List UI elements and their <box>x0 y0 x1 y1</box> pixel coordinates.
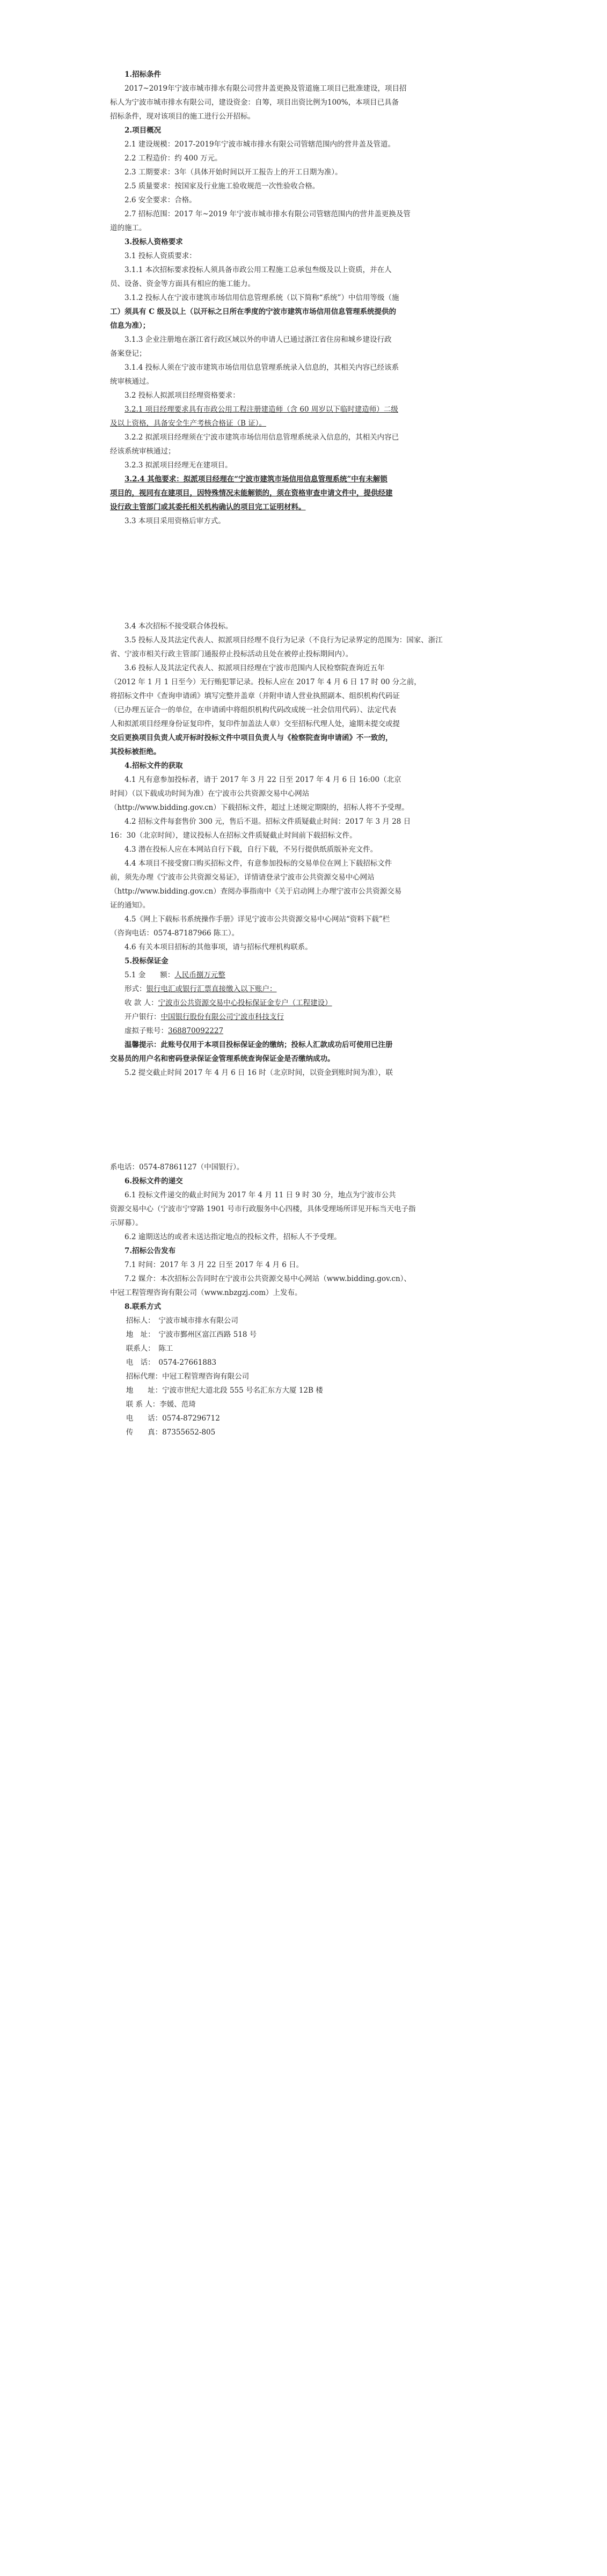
deposit-account-value: 368870092227 <box>168 1027 224 1035</box>
deposit-form-label: 形式： <box>125 985 147 993</box>
item-4-1-cont: （http://www.bidding.gov.cn）下载招标文件，超过上述规定期限的，招标人将不予受理。 <box>110 803 409 812</box>
deposit-notice-cont: 交易员的用户名和密码登录保证金管理系统查询保证金是否缴纳成功。 <box>110 1055 335 1063</box>
item-3-2-3: 3.2.3 拟派项目经理无在建项目。 <box>125 461 232 470</box>
item-4-1: 4.1 凡有意参加投标者，请于 2017 年 3 月 22 日至 2017 年 4 月 6 日 16:00（北京 <box>125 775 401 784</box>
item-7-2-cont: 中冠工程管理咨询有限公司（www.nbzgzj.com）上发布。 <box>110 1289 302 1297</box>
item-3-1-2-cont: 信息为准）； <box>110 321 150 330</box>
deposit-bank-label: 开户银行： <box>125 1013 161 1021</box>
item-3-2-4-cont: 设行政主管部门或其委托相关机构确认的项目完工证明材料。 <box>110 503 306 511</box>
deposit-account <box>110 1024 496 1038</box>
item-3-1-2-cont: 工）须具有 C 级及以上（以开标之日所在季度的宁波市建筑市场信用信息管理系统提供的 <box>110 308 397 316</box>
item-3-6-cont: 交后更换项目负责人或开标时投标文件中项目负责人与《检察院查询申请函》不一致的， <box>110 734 393 742</box>
item-3-1-4-cont: 统审核通过。 <box>110 377 153 386</box>
agent-address: 地 址：宁波市世纪大道北段 555 号名汇东方大厦 12B 楼 <box>126 1386 323 1395</box>
section-1-line: 标人为宁波市城市排水有限公司，建设资金：自筹，项目出资比例为100%，本项目已具备 <box>110 98 399 107</box>
item-4-4-cont: 前，须先办理《宁波市公共资源交易证》，详情请登录宁波市公共资源交易中心网站 <box>110 873 375 882</box>
item-4-6: 4.6 有关本项目招标的其他事项，请与招标代理机构联系。 <box>125 943 312 952</box>
item-3-2-2-cont: 经该系统审核通过； <box>110 447 175 456</box>
deposit-form <box>110 982 496 996</box>
item-2-2: 2.2 工程造价：约 400 万元。 <box>125 154 222 163</box>
item-2-6: 2.6 安全要求：合格。 <box>125 196 196 204</box>
deposit-payee <box>110 996 496 1010</box>
section-7-title: 7.招标公告发布 <box>125 1247 176 1255</box>
deposit-bank <box>110 1010 496 1024</box>
item-3-1-3-cont: 备案登记； <box>110 349 147 358</box>
deposit-account-label: 虚拟子账号： <box>125 1027 168 1035</box>
tenderer-address: 地 址： 宁波市鄞州区富江西路 518 号 <box>126 1330 257 1339</box>
section-1-line: 招标条件，现对该项目的施工进行公开招标。 <box>110 112 255 121</box>
item-3-1-1-cont: 员、设备、资金等方面具有相应的施工能力。 <box>110 280 255 288</box>
item-7-2: 7.2 媒介：本次招标公告同时在宁波市公共资源交易中心网站（www.bidding.gov.cn）、 <box>125 1275 411 1283</box>
section-5-title: 5.投标保证金 <box>125 957 169 965</box>
agent-contact: 联 系 人：李媛、范琦 <box>126 1400 196 1409</box>
item-3-2-1-cont: 及以上资格，具备安全生产考核合格证（B 证）。 <box>110 419 266 428</box>
tenderer-contact: 联系人： 陈工 <box>126 1344 173 1353</box>
item-3-6: 3.6 投标人及其法定代表人、拟派项目经理在宁波市范围内人民检察院查询近五年 <box>125 664 385 672</box>
blank-area <box>110 1080 496 1160</box>
section-8-title: 8.联系方式 <box>125 1302 162 1311</box>
item-2-7-cont: 道的施工。 <box>110 224 147 232</box>
item-4-4-cont: 证的通知》。 <box>110 901 150 910</box>
item-2-3: 2.3 工期要求：3年（具体开始时间以开工报告上的开工日期为准）。 <box>125 168 342 177</box>
item-4-1-cont: 时间）（以下载成功时间为准）在宁波市公共资源交易中心网站 <box>110 789 310 798</box>
item-3-6-cont: （已办理五证合一的单位，在申请函中将组织机构代码改成统一社会信用代码）、法定代表 <box>110 706 397 714</box>
item-4-4: 4.4 本项目不接受窗口购买招标文件，有意参加投标的交易单位在网上下载招标文件 <box>125 859 392 868</box>
item-6-1: 6.1 投标文件递交的截止时间为 2017 年 4 月 11 日 9 时 30 分，地点为宁波市公共 <box>125 1191 396 1199</box>
item-3-6-cont: 其投标被拒绝。 <box>110 748 161 756</box>
blank-area <box>110 528 496 619</box>
item-3-1-1: 3.1.1 本次招标要求投标人须具备市政公用工程施工总承包叁级及以上资质，并在人 <box>125 266 392 274</box>
section-1-line: 2017~2019年宁波市城市排水有限公司营井盖更换及管道施工项目已批准建设，项目招 <box>125 84 407 93</box>
item-3-6-cont: 人和拟派项目经理身份证复印件，复印件加盖法人章）交至招标代理人处，逾期未提交或提 <box>110 720 400 728</box>
item-4-2: 4.2 招标文件每套售价 300 元，售后不退。招标文件质疑截止时间：2017 年 3 月 28 日 <box>125 817 411 826</box>
item-3-4: 3.4 本次招标不接受联合体投标。 <box>125 622 233 631</box>
item-3-1-3: 3.1.3 企业注册地在浙江省行政区域以外的申请人已通过浙江省住房和城乡建设行政 <box>125 335 392 344</box>
item-3-5-cont: 省、宁波市相关行政主管部门通报停止投标活动且处在被停止投标期间内）。 <box>110 650 353 658</box>
section-1-title: 1.招标条件 <box>125 70 162 79</box>
item-3-2-4-cont: 项目的，视同有在建项目，因特殊情况未能解锁的，须在资格审查申请文件中，提供经建 <box>110 489 393 497</box>
item-2-1: 2.1 建设规模：2017-2019年宁波市城市排水有限公司管辖范围内的营井盖及管道。 <box>125 140 396 149</box>
item-4-5: 4.5《网上下载标书系统操作手册》详见宁波市公共资源交易中心网站“资料下载”栏 <box>125 915 390 924</box>
item-3-2: 3.2 投标人拟派项目经理资格要求： <box>125 391 240 400</box>
item-6-1-cont: 资源交易中心（宁波市宁穿路 1901 号市行政服务中心四楼，具体受理场所详见开标当天电子指 <box>110 1205 416 1213</box>
deposit-form-value: 银行电汇或银行汇票直接缴入以下账户： <box>146 985 277 993</box>
agent-phone: 电 话：0574-87296712 <box>126 1414 220 1423</box>
section-4-title: 4.招标文件的获取 <box>125 762 183 770</box>
item-4-3: 4.3 潜在投标人应在本网站自行下载，自行下载，不另行提供纸质版补充文件。 <box>125 845 378 854</box>
item-3-1-4: 3.1.4 投标人须在宁波市建筑市场信用信息管理系统录入信息的，其相关内容已经该系 <box>125 363 399 372</box>
section-6-title: 6.投标文件的递交 <box>125 1177 183 1185</box>
section-3-title: 3.投标人资格要求 <box>125 238 183 246</box>
item-3-1-2: 3.1.2 投标人在宁波市建筑市场信用信息管理系统（以下简称“系统”）中信用等级（施 <box>125 294 399 302</box>
deposit-bank-value: 中国银行股份有限公司宁波市科技支行 <box>160 1013 284 1021</box>
deposit-amount <box>110 968 496 982</box>
agent-name: 招标代理：中冠工程管理咨询有限公司 <box>126 1372 250 1381</box>
item-3-3: 3.3 本项目采用资格后审方式。 <box>125 517 225 525</box>
deposit-payee-label: 收 款 人： <box>125 999 158 1007</box>
item-3-1: 3.1 投标人资质要求： <box>125 252 196 260</box>
item-2-5: 2.5 质量要求：按国家及行业施工验收规范一次性验收合格。 <box>125 182 320 191</box>
item-4-4-cont: （http://www.bidding.gov.cn）查阅办事指南中《关于启动网上办理宁波市公共资源交易 <box>110 887 402 896</box>
item-6-1-cont: 示屏幕）。 <box>110 1219 143 1227</box>
item-3-2-1: 3.2.1 项目经理要求具有市政公用工程注册建造师（含 60 周岁以下临时建造师）二级 <box>125 405 398 414</box>
item-5-2-cont: 系电话：0574-87861127（中国银行）。 <box>110 1163 244 1172</box>
contact-block <box>110 1314 496 1439</box>
item-3-2-4: 3.2.4 其他要求：拟派项目经理在“宁波市建筑市场信用信息管理系统”中有未解锁 <box>125 475 387 484</box>
deposit-amount-value: 人民币捌万元整 <box>174 971 225 979</box>
tenderer-phone: 电 话： 0574-27661883 <box>126 1358 217 1367</box>
item-3-6-cont: 将招标文件中《查询申请函》填写完整并盖章（并附申请人营业执照副本、组织机构代码证 <box>110 692 400 700</box>
item-4-5-cont: （咨询电话：0574-87187966 陈工）。 <box>110 929 239 938</box>
item-3-2-2: 3.2.2 拟派项目经理须在宁波市建筑市场信用信息管理系统录入信息的，其相关内容已 <box>125 433 399 442</box>
deposit-notice: 温馨提示：此账号仅用于本项目投标保证金的缴纳；投标人汇款成功后可使用已注册 <box>125 1041 393 1049</box>
tender-announcement <box>110 68 496 1439</box>
deposit-amount-label: 5.1 金 额： <box>125 971 175 979</box>
item-7-1: 7.1 时间：2017 年 3 月 22 日至 2017 年 4 月 6 日。 <box>125 1261 304 1269</box>
item-4-2-cont: 16：30（北京时间），建议投标人在招标文件质疑截止时间前下载招标文件。 <box>110 831 357 840</box>
tenderer-name: 招标人： 宁波市城市排水有限公司 <box>126 1316 238 1325</box>
item-3-5: 3.5 投标人及其法定代表人、拟派项目经理不良行为记录（不良行为记录界定的范围为：国家、浙江 <box>125 636 443 645</box>
agent-fax: 传 真：87355652-805 <box>126 1428 216 1437</box>
item-2-7: 2.7 招标范围：2017 年~2019 年宁波市城市排水有限公司管辖范围内的营井盖更换及管 <box>125 210 411 218</box>
section-2-title: 2.项目概况 <box>125 126 162 135</box>
deposit-payee-value: 宁波市公共资源交易中心投标保证金专户（工程建设） <box>158 999 332 1007</box>
item-3-6-cont: （2012 年 1 月 1 日至今）无行贿犯罪记录。投标人应在 2017 年 4 月 6 日 17 时 00 分之前， <box>110 678 421 686</box>
item-6-2: 6.2 逾期送达的或者未送达指定地点的投标文件，招标人不予受理。 <box>125 1233 341 1241</box>
item-5-2: 5.2 提交截止时间 2017 年 4 月 6 日 16 时（北京时间，以资金到账时间为准），联 <box>125 1069 393 1077</box>
